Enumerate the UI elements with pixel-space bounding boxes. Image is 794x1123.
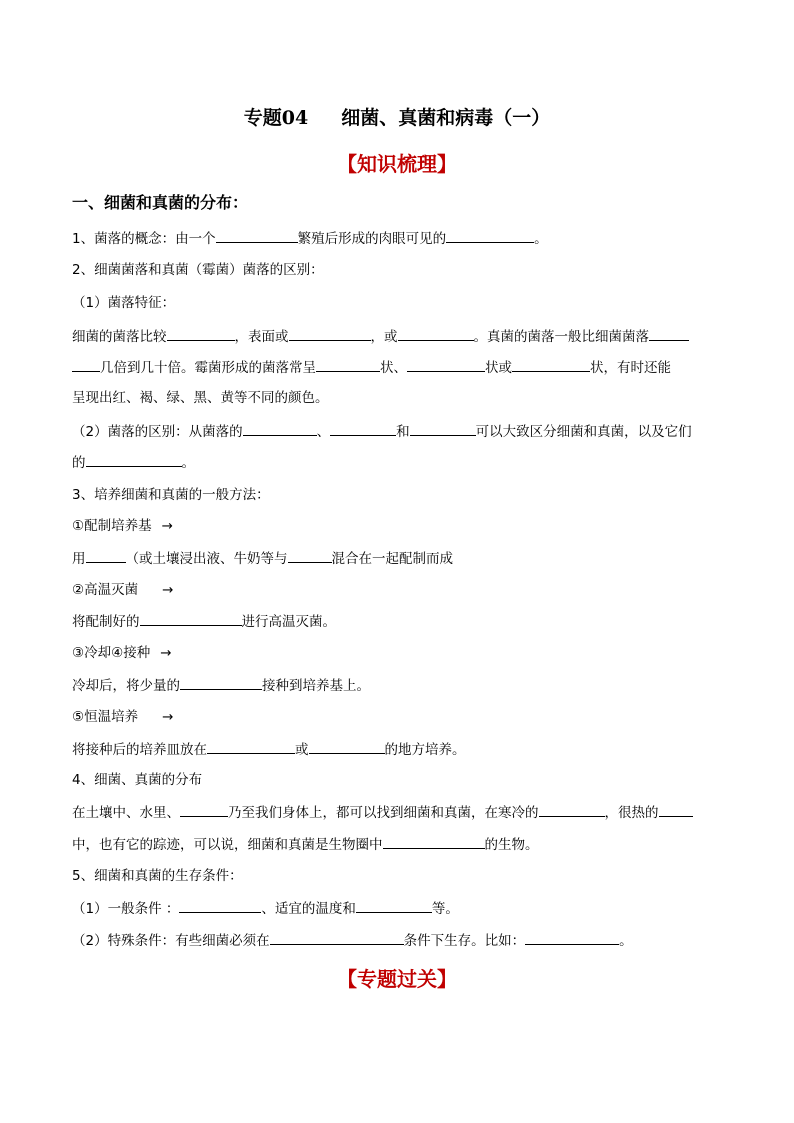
text: 状或 xyxy=(485,360,512,376)
fill-blank[interactable] xyxy=(243,421,317,436)
arrow-icon: → xyxy=(160,645,172,661)
text: 乃至我们身体上，都可以找到细菌和真菌，在寒冷的 xyxy=(228,805,539,821)
fill-blank[interactable] xyxy=(410,421,476,436)
fill-blank[interactable] xyxy=(446,228,534,243)
fill-blank[interactable] xyxy=(270,930,404,945)
text: 几倍到几十倍。霉菌形成的菌落常呈 xyxy=(100,360,316,376)
text: 混合在一起配制而成 xyxy=(331,551,453,567)
fill-blank[interactable] xyxy=(289,326,371,341)
text: ，表面或 xyxy=(234,329,289,345)
text: 将接种后的培养皿放在 xyxy=(72,742,207,758)
text: 。 xyxy=(619,933,633,949)
text: 和 xyxy=(396,424,410,440)
fill-blank[interactable] xyxy=(86,452,182,467)
text: 接种到培养基上。 xyxy=(262,678,370,694)
arrow-icon: → xyxy=(162,709,174,725)
text: 将配制好的 xyxy=(72,614,140,630)
fill-blank[interactable] xyxy=(309,739,385,754)
line-22 xyxy=(72,898,722,919)
test-banner: 【专题过关】 xyxy=(337,967,457,991)
line-11 xyxy=(72,548,722,569)
text: ②高温灭菌 xyxy=(72,582,139,598)
text: 条件下生存。比如： xyxy=(403,933,526,949)
fill-blank[interactable] xyxy=(649,326,689,341)
line-3: （1）菌落特征： xyxy=(72,295,176,311)
text: 的 xyxy=(72,455,86,471)
line-20 xyxy=(72,834,722,855)
text: 繁殖后形成的肉眼可见的 xyxy=(297,231,447,247)
knowledge-banner: 【知识梳理】 xyxy=(337,152,457,176)
line-7 xyxy=(72,421,722,442)
step-2 xyxy=(72,580,722,600)
text: 可以大致区分细菌和真菌，以及它们 xyxy=(475,424,692,440)
fill-blank[interactable] xyxy=(356,898,432,913)
step-5 xyxy=(72,707,722,727)
fill-blank[interactable] xyxy=(216,228,298,243)
text: 的地方培养。 xyxy=(384,742,466,758)
fill-blank[interactable] xyxy=(398,326,474,341)
line-1 xyxy=(72,228,722,249)
text: ，或 xyxy=(370,329,398,345)
text: 。真菌的菌落一般比细菌菌落 xyxy=(473,329,649,345)
line-21: 5、细菌和真菌的生存条件： xyxy=(72,868,243,884)
text: （或土壤浸出液、牛奶等与 xyxy=(125,551,288,567)
line-2: 2、细菌菌落和真菌（霉菌）菌落的区别： xyxy=(72,262,324,278)
text: ，很热的 xyxy=(604,805,659,821)
fill-blank[interactable] xyxy=(330,421,396,436)
step-3 xyxy=(72,643,722,663)
text: （1）一般条件 ： xyxy=(72,901,180,917)
line-13 xyxy=(72,611,722,632)
text: ③冷却④接种 xyxy=(72,645,151,661)
text: 、适宜的温度和 xyxy=(261,901,356,917)
line-5 xyxy=(72,357,722,378)
text: 等。 xyxy=(431,901,459,917)
fill-blank[interactable] xyxy=(179,898,261,913)
section1-heading: 一、细菌和真菌的分布： xyxy=(72,193,249,212)
text: 细菌的菌落比较 xyxy=(72,329,167,345)
text: 冷却后，将少量的 xyxy=(72,678,180,694)
line-18: 4、细菌、真菌的分布 xyxy=(72,772,203,788)
fill-blank[interactable] xyxy=(207,739,295,754)
text: 中，也有它的踪迹，可以说，细菌和真菌是生物圈中 xyxy=(72,837,383,853)
text: ①配制培养基 xyxy=(72,518,152,534)
fill-blank[interactable] xyxy=(180,802,228,817)
line-8 xyxy=(72,452,722,473)
fill-blank[interactable] xyxy=(140,611,242,626)
text: （2）菌落的区别：从菌落的 xyxy=(72,424,243,440)
fill-blank[interactable] xyxy=(525,930,619,945)
line-4 xyxy=(72,326,722,347)
text: 。 xyxy=(181,455,195,471)
arrow-icon: → xyxy=(162,582,174,598)
text: 进行高温灭菌。 xyxy=(241,614,336,630)
text: 或 xyxy=(295,742,309,758)
line-15 xyxy=(72,675,722,696)
arrow-icon: → xyxy=(161,518,173,534)
fill-blank[interactable] xyxy=(316,357,380,372)
page-title: 专题04 细菌、真菌和病毒（一） xyxy=(243,107,551,129)
text: 1、菌落的概念：由一个 xyxy=(72,231,216,247)
text: 在土壤中、水里、 xyxy=(72,805,180,821)
fill-blank[interactable] xyxy=(288,548,332,563)
fill-blank[interactable] xyxy=(407,357,485,372)
text: 的生物。 xyxy=(484,837,539,853)
fill-blank[interactable] xyxy=(512,357,590,372)
line-23 xyxy=(72,930,722,951)
line-17 xyxy=(72,739,722,760)
text: 状，有时还能 xyxy=(590,360,671,376)
text: 、 xyxy=(316,424,331,440)
text: 用 xyxy=(72,551,86,567)
fill-blank[interactable] xyxy=(86,548,126,563)
text: 状、 xyxy=(380,360,407,376)
fill-blank[interactable] xyxy=(180,675,262,690)
line-6: 呈现出红、褐、绿、黑、黄等不同的颜色。 xyxy=(72,390,329,406)
fill-blank[interactable] xyxy=(167,326,235,341)
fill-blank[interactable] xyxy=(659,802,693,817)
text: （2）特殊条件：有些细菌必须在 xyxy=(72,933,270,949)
line-9: 3、培养细菌和真菌的一般方法： xyxy=(72,487,270,503)
fill-blank[interactable] xyxy=(72,357,100,372)
fill-blank[interactable] xyxy=(383,834,485,849)
fill-blank[interactable] xyxy=(539,802,605,817)
line-19 xyxy=(72,802,722,823)
text: ⑤恒温培养 xyxy=(72,709,139,725)
text: 。 xyxy=(534,231,548,247)
step-1 xyxy=(72,516,722,536)
